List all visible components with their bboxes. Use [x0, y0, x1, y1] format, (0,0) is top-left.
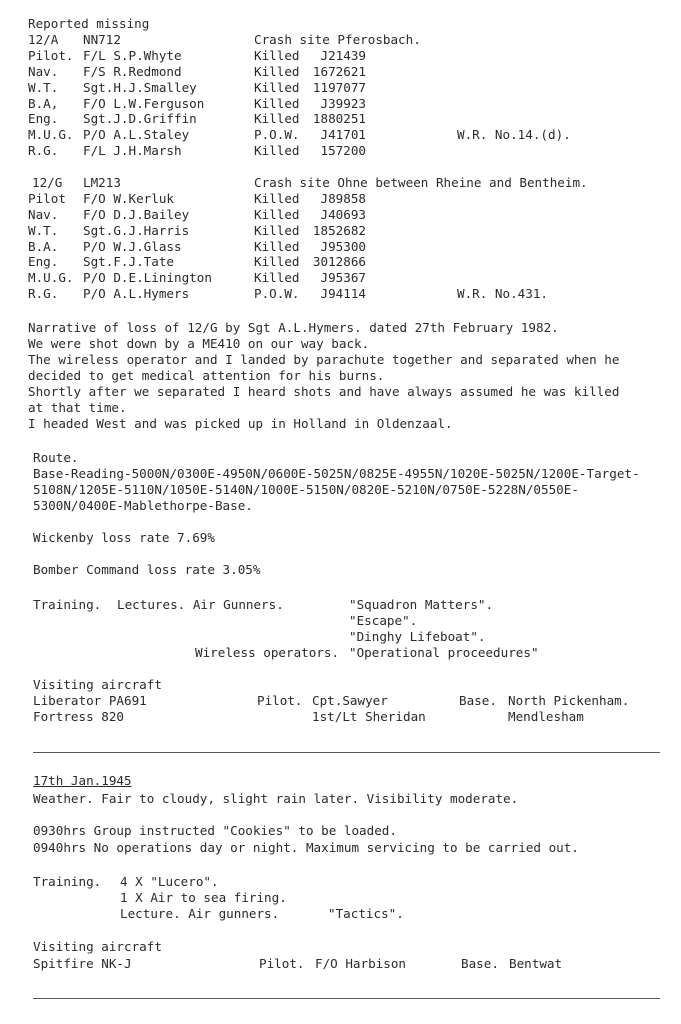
log-line: 0940hrs No operations day or night. Maximum servicing to be carried out.: [33, 840, 579, 855]
service-number: J94114: [320, 286, 366, 302]
wr-note: W.R. No.14.(d).: [457, 127, 571, 143]
crew-name: Sgt.F.J.Tate: [83, 254, 174, 270]
training-item: Lecture. Air gunners.: [120, 906, 280, 921]
log-line: 0930hrs Group instructed "Cookies" to be loaded.: [33, 823, 397, 838]
lecture-topic: "Operational proceedures": [349, 645, 539, 660]
service-number: 1197077: [312, 79, 366, 95]
bomber-command-loss-rate: Bomber Command loss rate 3.05%: [33, 562, 261, 577]
crew-role: Eng.: [28, 111, 59, 127]
crew-status: Killed: [254, 63, 300, 79]
crew-status: Killed: [254, 95, 300, 111]
sortie-code: 12/G: [32, 175, 63, 190]
pilot-name: Cpt.Sawyer: [312, 693, 388, 708]
crew-role: B.A,: [28, 95, 59, 111]
crew-role: M.U.G.: [28, 127, 74, 143]
divider: [33, 752, 660, 753]
crew-role: W.T.: [28, 222, 59, 238]
narrative-line: Shortly after we separated I heard shots and have always assumed he was killed: [28, 384, 620, 399]
crew-status: Killed: [254, 143, 300, 159]
crew-name: F/O L.W.Ferguson: [83, 95, 205, 111]
crew-role: R.G.: [28, 143, 59, 159]
lecture-topic: "Tactics".: [328, 906, 404, 921]
wickenby-loss-rate: Wickenby loss rate 7.69%: [33, 530, 215, 545]
crew-role: R.G.: [28, 286, 59, 302]
narrative-line: Narrative of loss of 12/G by Sgt A.L.Hymers. dated 27th February 1982.: [28, 320, 559, 335]
reported-missing-heading: Reported missing: [28, 16, 150, 31]
sortie-code: 12/A: [28, 32, 59, 47]
visiting-aircraft-heading: Visiting aircraft: [33, 939, 162, 954]
route-line: 5108N/1205E-5110N/1050E-5140N/1000E-5150N/0820E-5210N/0750E-5228N/0550E-: [33, 482, 579, 497]
service-number: 1672621: [312, 63, 366, 79]
pilot-label: Pilot.: [259, 956, 305, 971]
training-item: 4 X "Lucero".: [120, 874, 219, 889]
lecture-topic: "Squadron Matters".: [349, 597, 494, 612]
crew-role: W.T.: [28, 79, 59, 95]
service-number: 157200: [320, 143, 366, 159]
crew-role: M.U.G.: [28, 270, 74, 286]
aircraft-serial: NN712: [83, 32, 121, 47]
crew-role: Eng.: [28, 254, 59, 270]
lecture-topic: "Escape".: [349, 613, 418, 628]
route-line: Base-Reading-5000N/0300E-4950N/0600E-5025N/0825E-4955N/1020E-5025N/1200E-Target-: [33, 466, 640, 481]
base-name: Bentwat: [509, 956, 563, 971]
crew-status: Killed: [254, 270, 300, 286]
base-label: Base.: [461, 956, 499, 971]
route-label: Route.: [33, 450, 79, 465]
wr-note: W.R. No.431.: [457, 286, 548, 302]
service-number: 1852682: [312, 222, 366, 238]
crew-status: Killed: [254, 111, 300, 127]
crew-status: P.O.W.: [254, 127, 300, 143]
crew-status: Killed: [254, 191, 300, 206]
lecture-topic: "Dinghy Lifeboat".: [349, 629, 486, 644]
crew-name: Sgt.G.J.Harris: [83, 222, 190, 238]
crew-name: F/L S.P.Whyte: [83, 48, 182, 63]
aircraft-name: Spitfire NK-J: [33, 956, 132, 971]
service-number: 1880251: [312, 111, 366, 127]
crew-role: Pilot: [28, 191, 66, 206]
narrative-line: decided to get medical attention for his burns.: [28, 368, 385, 383]
crew-role: Pilot.: [28, 48, 74, 63]
crew-name: P/O D.E.Linington: [83, 270, 212, 286]
base-name: Mendlesham: [508, 709, 584, 724]
entry-date: 17th Jan.1945: [33, 773, 132, 788]
pilot-name: F/O Harbison: [315, 956, 406, 971]
crew-status: Killed: [254, 48, 300, 63]
aircraft-serial: LM213: [83, 175, 121, 190]
service-number: J95367: [320, 270, 366, 286]
narrative-line: at that time.: [28, 400, 127, 415]
crew-status: Killed: [254, 222, 300, 238]
crew-name: Sgt.J.D.Griffin: [83, 111, 197, 127]
pilot-label: Pilot.: [257, 693, 303, 708]
crew-name: F/O D.J.Bailey: [83, 206, 190, 222]
training-item: 1 X Air to sea firing.: [120, 890, 287, 905]
aircraft-name: Fortress 820: [33, 709, 124, 724]
service-number: J21439: [320, 48, 366, 63]
crew-name: P/O A.L.Hymers: [83, 286, 190, 302]
aircraft-name: Liberator PA691: [33, 693, 147, 708]
crew-status: Killed: [254, 254, 300, 270]
crew-name: P/O W.J.Glass: [83, 238, 182, 254]
pilot-name: 1st/Lt Sheridan: [312, 709, 426, 724]
service-number: J40693: [320, 206, 366, 222]
crew-name: P/O A.L.Staley: [83, 127, 190, 143]
wireless-operators-label: Wireless operators.: [195, 645, 340, 660]
base-label: Base.: [459, 693, 497, 708]
crew-name: F/O W.Kerluk: [83, 191, 174, 206]
visiting-aircraft-heading: Visiting aircraft: [33, 677, 162, 692]
narrative-line: We were shot down by a ME410 on our way back.: [28, 336, 370, 351]
service-number: J41701: [320, 127, 366, 143]
weather-line: Weather. Fair to cloudy, slight rain later. Visibility moderate.: [33, 791, 519, 806]
crew-name: F/L J.H.Marsh: [83, 143, 182, 159]
divider: [33, 998, 660, 999]
training-label: Training.: [33, 874, 102, 889]
service-number: 3012866: [312, 254, 366, 270]
route-line: 5300N/0400E-Mablethorpe-Base.: [33, 498, 253, 513]
narrative-line: I headed West and was picked up in Holland in Oldenzaal.: [28, 416, 453, 431]
training-label: Training.: [33, 597, 102, 612]
narrative-line: The wireless operator and I landed by parachute together and separated when he: [28, 352, 620, 367]
crew-role: B.A.: [28, 238, 59, 254]
lectures-air-gunners-label: Lectures. Air Gunners.: [117, 597, 284, 612]
crew-status: Killed: [254, 79, 300, 95]
crew-name: Sgt.H.J.Smalley: [83, 79, 197, 95]
crash-site: Crash site Ohne between Rheine and Bentheim.: [254, 175, 588, 190]
crew-status: Killed: [254, 206, 300, 222]
crash-site: Crash site Pferosbach.: [254, 32, 421, 47]
service-number: J95300: [320, 238, 366, 254]
service-number: J39923: [320, 95, 366, 111]
service-number: J89858: [320, 191, 366, 206]
crew-role: Nav.: [28, 206, 59, 222]
crew-name: F/S R.Redmond: [83, 63, 182, 79]
crew-status: Killed: [254, 238, 300, 254]
base-name: North Pickenham.: [508, 693, 630, 708]
crew-role: Nav.: [28, 63, 59, 79]
crew-status: P.O.W.: [254, 286, 300, 302]
